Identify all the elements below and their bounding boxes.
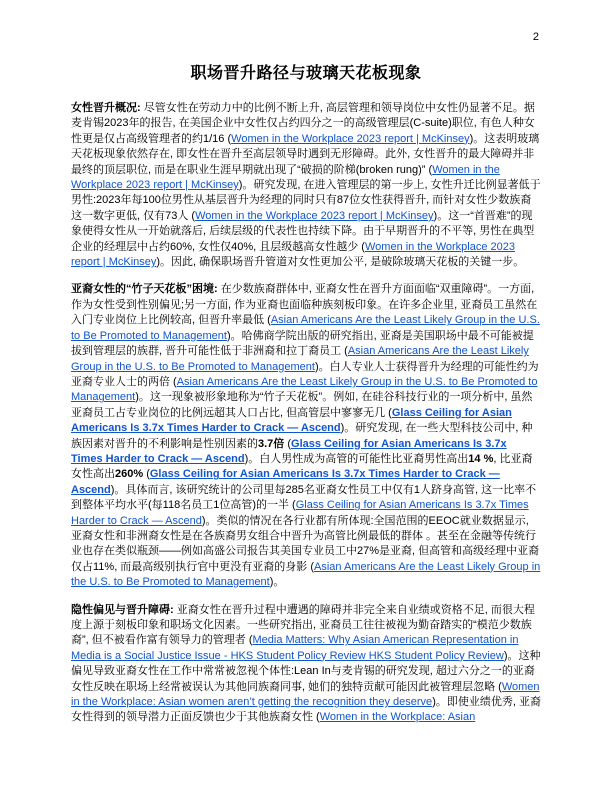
citation-link[interactable]: Women in the Workplace 2023 report | McKinsey	[195, 209, 434, 222]
body-text: )。哈佛商学院出版的研究指出, 亚裔是美国职场中最不可能被提拔到管理层的族群, 晋升可能性低于非洲裔和拉丁裔员工 (	[71, 329, 534, 358]
body-text: )。白人专业人士获得晋升为经理的可能性约为亚裔专业人士的两倍 (	[71, 360, 539, 388]
citation-link[interactable]: Asian Americans Are the Least Likely Group in the U.S. to Be Promoted to Management	[71, 345, 529, 373]
citation-link[interactable]: Glass Ceiling for Asian Americans Is 3.7x Times Harder to Crack — Ascend	[71, 499, 529, 527]
citation-link[interactable]: Women in the Workplace: Asian	[319, 711, 476, 724]
body-text: , 比亚裔女性高出	[71, 452, 533, 481]
body-text: )。类似的情况在各行业都有所体现:全国范围的EEOC就业数据显示, 亚裔女性和非洲裔女性是在各族裔男女组合中晋升为高管比例最低的群体 。甚至在金融等传统行业也存在类似瓶颈——例如高盛公司报告其美国专业员工中27%是亚裔, 但高管和高级经理中亚裔仅占11%, 而最高级别执行官中更没有亚裔的身影 (	[71, 514, 540, 573]
body-text: )。这一现象被形象地称为“竹子天花板”。例如, 在硅谷科技行业的一项分析中, 虽然亚裔员工占专业岗位的比例远超其人口占比, 但高管层中寥寥无几 (	[71, 391, 533, 419]
paragraph	[71, 603, 541, 726]
body-text: (	[284, 437, 292, 450]
citation-link[interactable]: Asian Americans Are the Least Likely Group in the U.S. to Be Promoted to Management	[71, 375, 538, 404]
bold-text: 260%	[115, 468, 144, 481]
citation-link[interactable]: Media Matters: Why Asian American Representation in Media is a Social Justice Issue - HKS Student Policy Review HKS Student Policy Review	[71, 634, 519, 662]
citation-link[interactable]: Women in the Workplace 2023 report | McKinsey	[71, 163, 500, 192]
body-text: )。因此, 确保职场晋升管道对女性更加公平, 是破除玻璃天花板的关键一步。	[156, 256, 525, 269]
bold-text: 3.7倍	[258, 437, 285, 450]
citation-link[interactable]: Asian Americans Are the Least Likely Group in the U.S. to Be Promoted to Management	[71, 314, 540, 342]
citation-link[interactable]: Women in the Workplace: Asian women aren’t getting the recognition they deserve	[71, 680, 540, 709]
body-text: 尽管女性在劳动力中的比例不断上升, 高层管理和领导岗位中女性仍显著不足。据麦肯锡2023年的报告, 在美国企业中女性仅占约四分之一的高级管理层(C-suite)职位, 有色人种女性更是仅占高级管理者的约1/16 (	[71, 102, 535, 145]
body-text: )。研究发现, 在进入管理层的第一步上, 女性升迁比例显著低于男性:2023年每100位男性从基层晋升为经理的同时只有87位女性获得晋升, 而针对女性少数族裔这一数字更低, 仅有73人 (	[71, 179, 541, 222]
citation-link[interactable]: Women in the Workplace 2023 report | McKinsey	[71, 240, 515, 269]
citation-link[interactable]: Women in the Workplace 2023 report | McKinsey	[231, 132, 470, 145]
body-text: )。研究发现, 在一些大型科技公司中, 种族因素对晋升的不利影响是性别因素的	[71, 422, 533, 450]
page-number: 2	[532, 31, 539, 43]
citation-link[interactable]: Glass Ceiling for Asian Americans Is 3.7x Times Harder to Crack — Ascend	[71, 406, 512, 435]
citation-link[interactable]: Asian Americans Are the Least Likely Group in the U.S. to Be Promoted to Management	[71, 560, 541, 589]
body-text: )。具体而言, 该研究统计的公司里每285名亚裔女性员工中仅有1人跻身高管, 这一比率不到整体平均水平(每118名员工1位高管)的一半 (	[71, 483, 537, 512]
citation-link[interactable]: Glass Ceiling for Asian Americans Is 3.7x Times Harder to Crack — Ascend	[71, 468, 500, 496]
page-title: 职场晋升路径与玻璃天花板现象	[190, 65, 422, 82]
body-text: )。这表明玻璃天花板现象依然存在, 即女性在晋升至高层领导时遇到无形障碍。此外, 女性晋升的最大障碍并非最终的顶层职位, 而是在职业生涯早期就出现了“破损的阶梯(broken rung)” (	[71, 132, 540, 176]
citation-link[interactable]: Glass Ceiling for Asian Americans Is 3.7x Times Harder to Crack — Ascend	[71, 437, 507, 465]
body-text: (	[143, 468, 150, 481]
body-text: )。这一“首晋难”的现象使得女性从一开始就落后, 后续层级的代表性也持续下降。由于早期晋升的不平等, 男性在典型企业的经理层中占约60%, 女性仅40%, 且层级越高女性越少 (	[71, 209, 535, 253]
paragraph	[71, 282, 541, 590]
bold-text: 亚裔女性的“竹子天花板”困境:	[71, 283, 221, 296]
body-text: )。这种偏见导致亚裔女性在工作中常常被忽视个体性:Lean In与麦肯锡的研究发现, 超过六分之一的亚裔女性反映在职场上经常被误认为其他同族裔同事, 她们的独特贡献可能因此被管理层忽略 (	[71, 649, 541, 693]
bold-text: 女性晋升概况:	[71, 102, 144, 114]
bold-text: 14 %	[468, 452, 494, 465]
body-text: 亚裔女性在晋升过程中遭遇的障碍并非完全来自业绩或资格不足, 而很大程度上源于刻板印象和职场文化因素。一些研究指出, 亚裔员工往往被视为勤奋踏实的“模范少数族裔”, 但不被看作富有领导力的管理者 (	[71, 603, 535, 647]
body-text: 在少数族裔群体中, 亚裔女性在晋升方面面临“双重障碍”。一方面, 作为女性受到性别偏见;另一方面, 作为亚裔也面临种族刻板印象。在许多企业里, 亚裔员工虽然在入门专业岗位上比例较高, 但晋升率最低 (	[71, 283, 538, 327]
body-text: )。即使业绩优秀, 亚裔女性得到的领导潜力正面反馈也少于其他族裔女性 (	[71, 696, 541, 724]
document-body	[0, 84, 612, 726]
body-text: )。	[269, 576, 285, 589]
body-text: )。白人男性成为高管的可能性比亚裔男性高出	[244, 452, 469, 465]
paragraph	[71, 101, 541, 270]
bold-text: 隐性偏见与晋升障碍:	[71, 603, 177, 616]
